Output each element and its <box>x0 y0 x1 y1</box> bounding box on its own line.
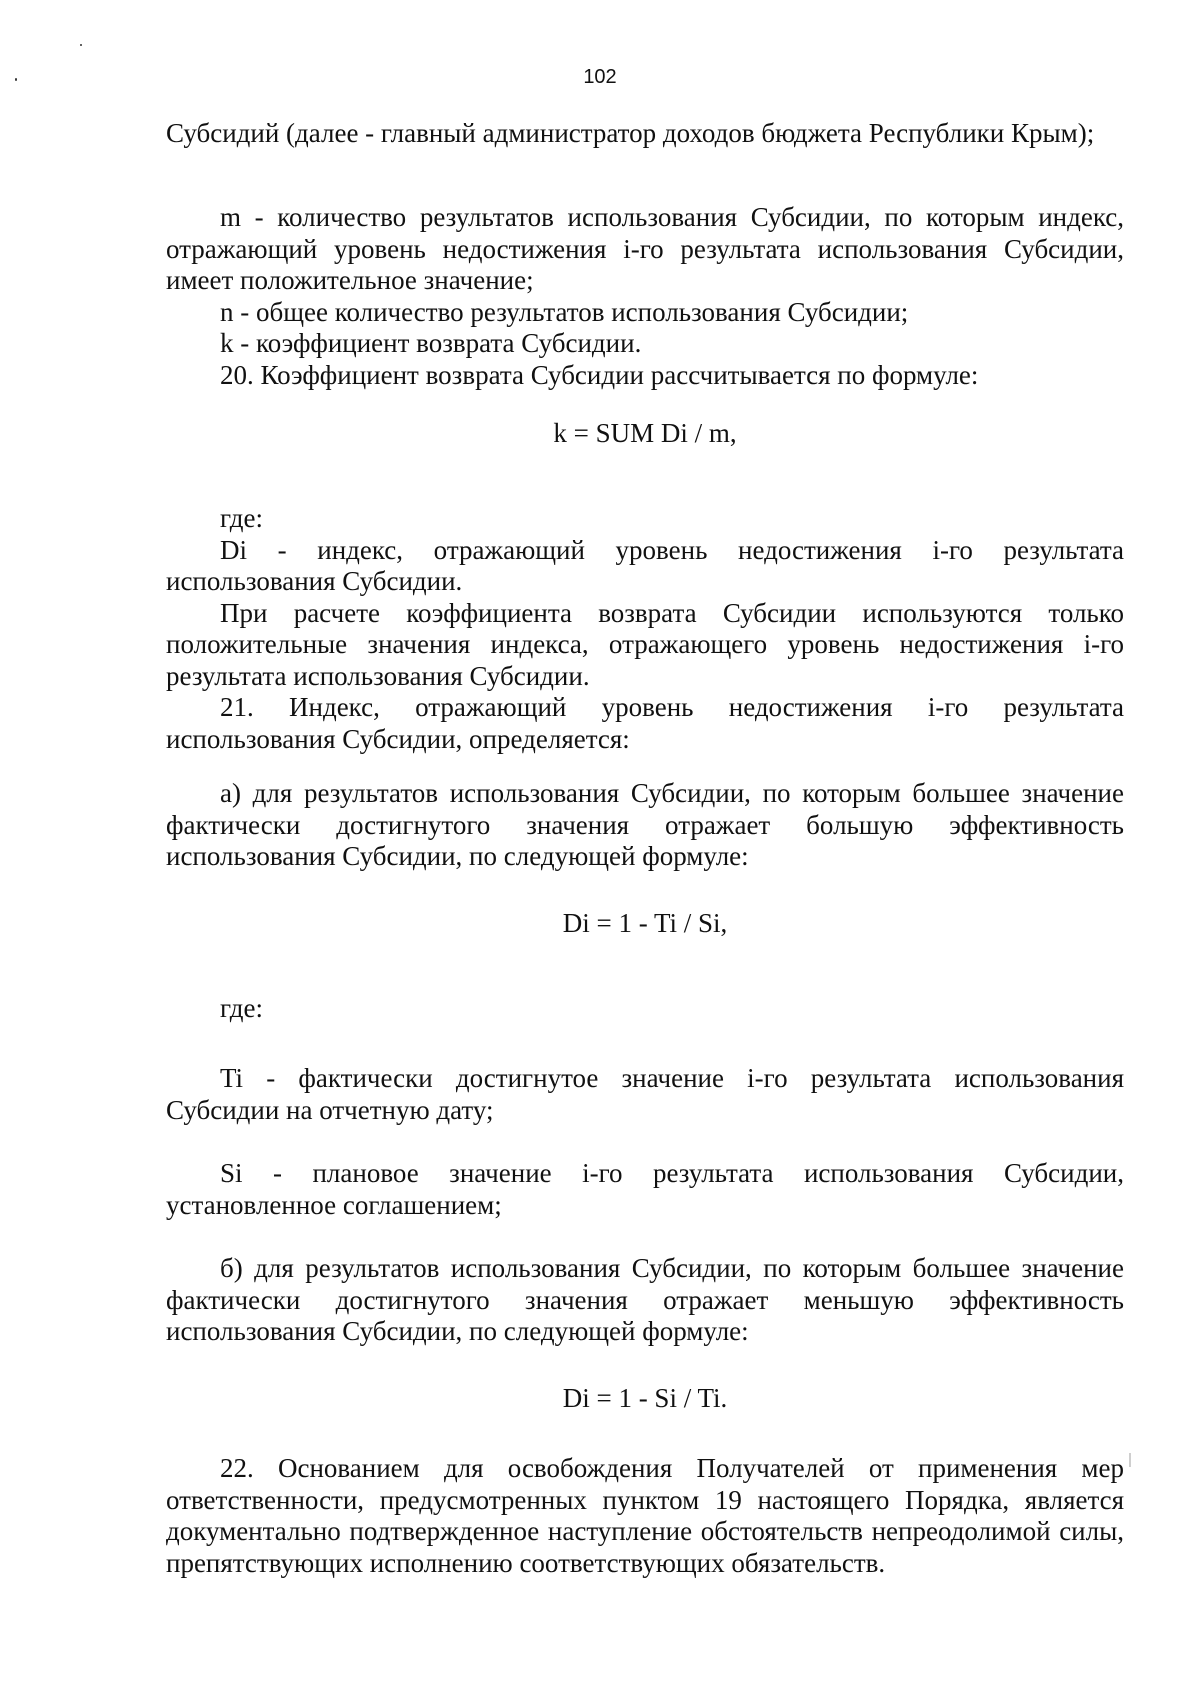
paragraph: k - коэффициент возврата Субсидии. <box>220 328 642 358</box>
paragraph: 22. Основанием для освобождения Получателей от применения мер ответственности, предусмотренных пунктом 19 настоящего Порядка, является документально подтвержденное наступление обстоятельств непреодолимой силы, препятствующих исполнению соответствующих обязательств. <box>166 1453 1124 1578</box>
ti-definition <box>166 1063 1124 1126</box>
paragraph: Di - индекс, отражающий уровень недостижения i-го результата использования Субсидии. <box>166 534 1124 596</box>
scan-mark <box>1129 1453 1131 1467</box>
paragraph: где: <box>220 503 263 533</box>
formula-block <box>166 418 1124 450</box>
formula-block <box>166 908 1124 940</box>
paragraph: 20. Коэффициент возврата Субсидии рассчитывается по формуле: <box>220 359 979 390</box>
paragraph-continuation <box>166 118 1124 150</box>
paragraph: n - общее количество результатов использования Субсидии; <box>220 296 909 327</box>
formula: Di = 1 - Ti / Si, <box>562 908 728 938</box>
formula-block <box>166 1383 1124 1415</box>
paragraph: где: <box>220 993 263 1023</box>
paragraph: m - количество результатов использования Субсидии, по которым индекс, отражающий уровень недостижения i-го результата использования Субсидии, имеет положительное значение; <box>166 202 1124 295</box>
paragraph: Субсидий (далее - главный администратор доходов бюджета Республики Крым); <box>166 118 1095 148</box>
paragraph: Ti - фактически достигнутое значение i-го результата использования Субсидии на отчетную дату; <box>166 1063 1124 1125</box>
scan-speck <box>80 44 82 46</box>
where-label <box>166 993 1124 1025</box>
definitions-block <box>166 202 1124 391</box>
formula: k = SUM Di / m, <box>553 418 737 448</box>
paragraph: 21. Индекс, отражающий уровень недостижения i-го результата использования Субсидии, определяется: <box>166 692 1124 754</box>
paragraph: При расчете коэффициента возврата Субсидии используются только положительные значения индекса, отражающего уровень недостижения i-го результата использования Субсидии. <box>166 597 1124 691</box>
section-22 <box>166 1453 1124 1579</box>
clause-a <box>166 778 1124 873</box>
paragraph: б) для результатов использования Субсидии, по которым большее значение фактически достигнутого значения отражает меньшую эффективность использования Субсидии, по следующей формуле: <box>166 1253 1124 1346</box>
formula: Di = 1 - Si / Ti. <box>562 1383 728 1413</box>
clause-b <box>166 1253 1124 1348</box>
explanation-block <box>166 503 1124 755</box>
paragraph: а) для результатов использования Субсидии, по которым большее значение фактически достигнутого значения отражает большую эффективность использования Субсидии, по следующей формуле: <box>166 778 1124 871</box>
si-definition <box>166 1158 1124 1221</box>
paragraph: Si - плановое значение i-го результата использования Субсидии, установленное соглашением; <box>166 1158 1124 1220</box>
page-number: 102 <box>583 66 617 88</box>
